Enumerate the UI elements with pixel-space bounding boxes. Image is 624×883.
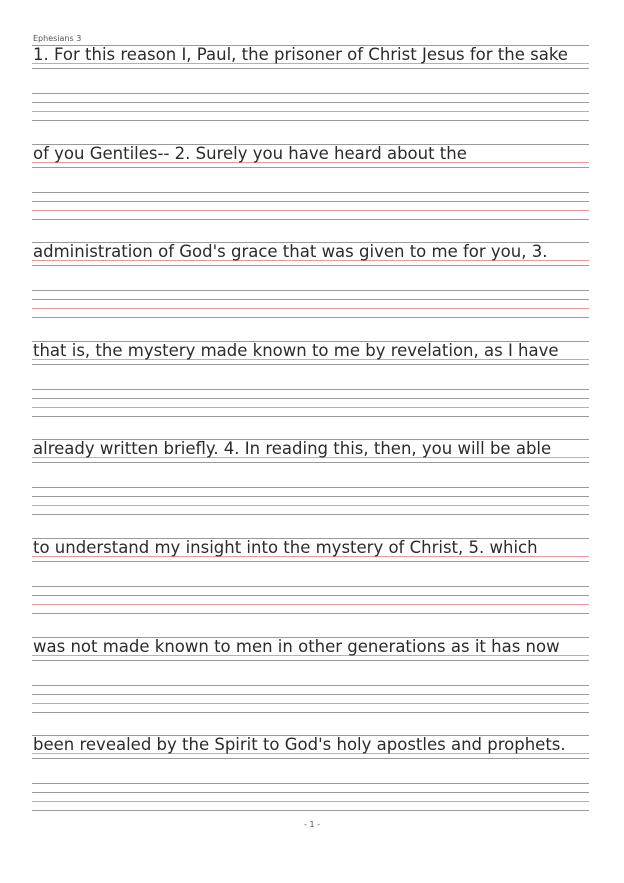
sentence-line: of you Gentiles-- 2. Surely you have heard about the — [33, 144, 467, 163]
sentence-line: administration of God's grace that was given to me for you, 3. — [33, 242, 548, 261]
writing-block — [32, 144, 589, 224]
sentence-line: already written briefly. 4. In reading this, then, you will be able — [33, 439, 552, 458]
sentence-line: that is, the mystery made known to me by revelation, as I have — [33, 341, 559, 360]
writing-block — [32, 439, 589, 519]
writing-block — [32, 637, 589, 717]
sentence-line: been revealed by the Spirit to God's holy apostles and prophets. — [33, 735, 566, 754]
page-number: - 1 - — [304, 820, 320, 829]
sentence-line: 1. For this reason I, Paul, the prisoner of Christ Jesus for the sake — [33, 45, 568, 64]
sentence-line: to understand my insight into the mystery of Christ, 5. which — [33, 538, 538, 557]
writing-block — [32, 242, 589, 322]
writing-block — [32, 538, 589, 618]
writing-block — [32, 735, 589, 815]
page-header-title: Ephesians 3 — [33, 34, 82, 43]
sentence-line: was not made known to men in other generations as it has now — [33, 637, 560, 656]
writing-block — [32, 341, 589, 421]
writing-block — [32, 45, 589, 125]
